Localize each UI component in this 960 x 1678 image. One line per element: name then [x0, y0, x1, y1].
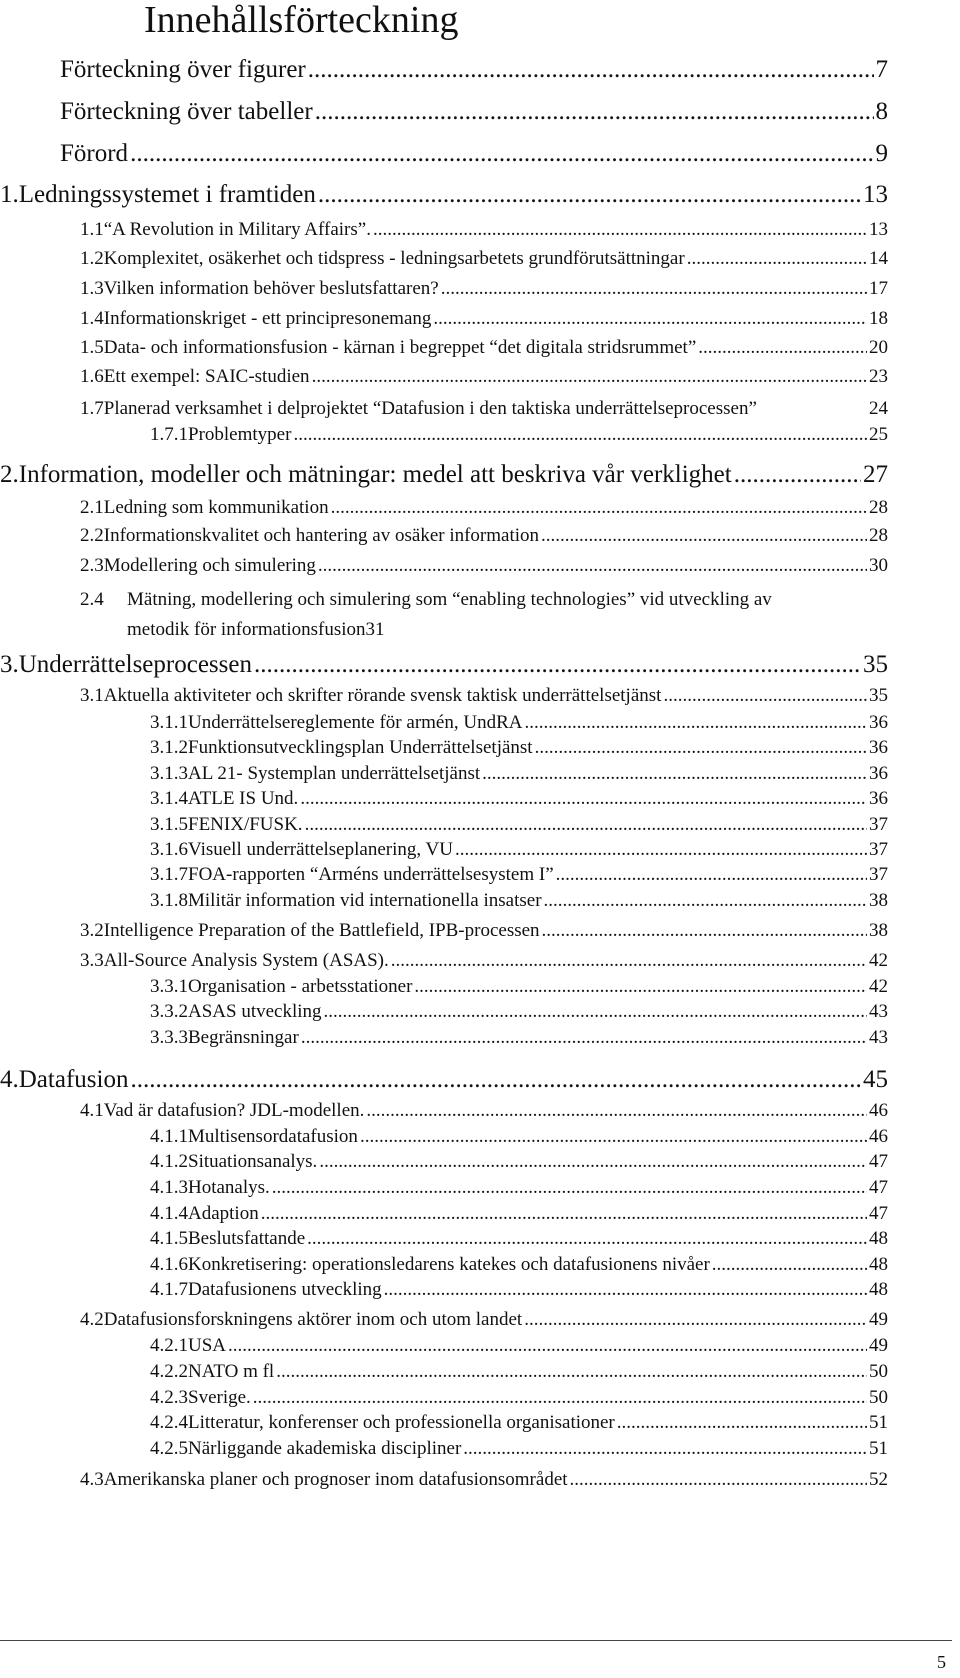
toc-entry-title: Adaption [188, 1203, 259, 1224]
toc-entry-number: 4.1.5 [150, 1228, 188, 1249]
toc-entry-title: AL 21- Systemplan underrättelsetjänst [188, 763, 481, 784]
toc-entry-number: 4.3 [80, 1469, 104, 1490]
toc-entry-number: 1.5 [80, 337, 104, 358]
toc-entry-title: Militär information vid internationella insatser [188, 890, 542, 911]
toc-entry-number: 4.2.5 [150, 1438, 188, 1459]
toc-entry-page: 46 [869, 1126, 888, 1147]
toc-entry-title: Problemtyper [188, 424, 292, 445]
dot-leader [712, 1254, 867, 1276]
toc-entry-title: Funktionsutvecklingsplan Underrättelsetjänst [188, 737, 533, 758]
toc-entry-title: ASAS utveckling [188, 1001, 322, 1022]
toc-entry-page: 23 [869, 366, 888, 387]
dot-leader [253, 1387, 867, 1409]
toc-entry-title: Visuell underrättelseplanering, VU [188, 839, 453, 860]
toc-entry-title: Ledningssystemet i framtiden [18, 181, 316, 208]
toc-entry-number: 3.3.3 [150, 1027, 188, 1048]
toc-entry-number: 2.4 [80, 589, 104, 610]
toc-entry-page: 25 [869, 424, 888, 445]
toc-entry-number: 1.3 [80, 278, 104, 299]
dot-leader [315, 98, 874, 126]
dot-leader [663, 685, 867, 707]
toc-entry-page: 14 [869, 248, 888, 269]
toc-entry-number: 4. [0, 1066, 19, 1093]
dot-leader [414, 976, 867, 998]
toc-entry-page: 20 [869, 337, 888, 358]
toc-entry-title: Beslutsfattande [188, 1228, 306, 1249]
toc-entry-page: 35 [863, 651, 888, 678]
dot-leader [734, 461, 861, 489]
toc-entry[interactable] [60, 140, 888, 170]
toc-entry-title-line-2: metodik för informationsfusion31 [127, 619, 385, 640]
toc-entry-page: 47 [869, 1203, 888, 1224]
toc-entry-title: Underrättelsereglemente för armén, UndRA [188, 712, 523, 733]
dot-leader [324, 1001, 867, 1023]
toc-entry-number: 4.1.1 [150, 1126, 188, 1147]
toc-entry-page: 24 [869, 398, 888, 419]
toc-entry-page: 42 [869, 976, 888, 997]
toc-entry-number: 4.2 [80, 1309, 104, 1330]
toc-entry-number: 3.1.6 [150, 839, 188, 860]
toc-entry[interactable] [80, 308, 888, 338]
toc-entry-number: 4.1.7 [150, 1279, 188, 1300]
toc-entry-title: Amerikanska planer och prognoser inom datafusionsområdet [103, 1469, 568, 1490]
toc-entry-page: 49 [869, 1309, 888, 1330]
toc-entry-number: 2.3 [80, 555, 104, 576]
dot-leader [261, 1203, 867, 1225]
toc-entry-page: 28 [869, 497, 888, 518]
toc-entry-number: 3.3.1 [150, 976, 188, 997]
toc-entry-title: FENIX/FUSK. [188, 814, 303, 835]
toc-entry-title: FOA-rapporten “Arméns underrättelsesystem I” [188, 864, 554, 885]
toc-entry-title: Hotanalys. [188, 1177, 270, 1198]
toc-entry[interactable] [150, 1279, 888, 1309]
dot-leader [276, 1361, 867, 1383]
toc-entry-page: 28 [869, 525, 888, 546]
toc-entry-title: USA [188, 1335, 227, 1356]
toc-entry-number: 3.1 [80, 685, 104, 706]
toc-entry-page: 43 [869, 1001, 888, 1022]
toc-entry-page: 50 [869, 1387, 888, 1408]
dot-leader [305, 814, 867, 836]
dot-leader [535, 737, 867, 759]
toc-entry-number: 1.6 [80, 366, 104, 387]
toc-entry-title: Närliggande akademiska discipliner [188, 1438, 462, 1459]
toc-entry-page: 37 [869, 864, 888, 885]
toc-entry-number: 3.1.3 [150, 763, 188, 784]
toc-entry-page: 38 [869, 920, 888, 941]
dot-leader [130, 1066, 861, 1094]
toc-entry-page: 47 [869, 1177, 888, 1198]
toc-entry-title: Data- och informationsfusion - kärnan i begreppet “det digitala stridsrummet” [103, 337, 697, 358]
toc-entry-number: 4.2.2 [150, 1361, 188, 1382]
dot-leader [331, 497, 867, 519]
toc-entry-number: 3.3 [80, 950, 104, 971]
toc-entry[interactable] [80, 685, 888, 715]
toc-entry-page: 36 [869, 737, 888, 758]
toc-entry-page: 52 [869, 1469, 888, 1490]
toc-entry-page: 51 [869, 1412, 888, 1433]
toc-entry-number: 4.1.2 [150, 1151, 188, 1172]
toc-entry[interactable] [80, 366, 888, 396]
footer-rule [0, 1640, 952, 1641]
toc-entry-number: 3.2 [80, 920, 104, 941]
toc-entry-title: Datafusionsforskningens aktörer inom och utom landet [103, 1309, 523, 1330]
toc-entry-number: 1.1 [80, 219, 104, 240]
toc-entry-title: ATLE IS Und. [188, 788, 299, 809]
dot-leader [687, 248, 867, 270]
toc-entry-page: 35 [869, 685, 888, 706]
toc-entry-title: Förord [60, 140, 129, 167]
toc-entry-page: 48 [869, 1254, 888, 1275]
toc-entry-page: 46 [869, 1100, 888, 1121]
toc-entry[interactable] [80, 219, 888, 249]
toc-entry-number: 3. [0, 651, 19, 678]
dot-leader [556, 864, 867, 886]
toc-entry-title: Planerad verksamhet i delprojektet “Datafusion i den taktiska underrättelseprocessen” [103, 398, 757, 419]
toc-entry-title: Ett exempel: SAIC-studien [103, 366, 310, 387]
toc-entry-title: Modellering och simulering [103, 555, 316, 576]
toc-entry-title: Organisation - arbetsstationer [188, 976, 413, 997]
toc-entry-page: 47 [869, 1151, 888, 1172]
dot-leader [360, 1126, 867, 1148]
toc-entry-page: 48 [869, 1228, 888, 1249]
dot-leader [318, 555, 867, 577]
dot-leader [307, 1228, 867, 1250]
dot-leader [617, 1412, 867, 1434]
toc-entry-title: Underrättelseprocessen [18, 651, 252, 678]
toc-entry-page: 7 [875, 56, 888, 83]
toc-entry-title-line-1: Mätning, modellering och simulering som “enabling technologies” vid utveckling av [127, 589, 772, 610]
dot-leader [254, 651, 861, 679]
toc-entry-number: 3.1.8 [150, 890, 188, 911]
dot-leader [319, 1151, 867, 1173]
dot-leader [441, 278, 867, 300]
toc-entry-title: Vad är datafusion? JDL-modellen. [103, 1100, 365, 1121]
dot-leader [373, 219, 867, 241]
toc-entry-number: 1.7 [80, 398, 104, 419]
dot-leader [542, 920, 867, 942]
toc-entry-title: Konkretisering: operationsledarens katekes och datafusionens nivåer [188, 1254, 710, 1275]
toc-entry-number: 3.1.7 [150, 864, 188, 885]
toc-entry[interactable] [150, 1027, 888, 1057]
dot-leader [293, 424, 867, 446]
toc-entry-number: 4.2.4 [150, 1412, 188, 1433]
toc-entry-page: 30 [869, 555, 888, 576]
toc-entry-title: Begränsningar [188, 1027, 299, 1048]
dot-leader [366, 1100, 867, 1122]
toc-entry-title: Multisensordatafusion [188, 1126, 358, 1147]
toc-entry[interactable] [80, 248, 888, 278]
dot-leader [391, 950, 867, 972]
dot-leader [570, 1469, 867, 1491]
toc-entry-title: Informationskriget - ett principresonemang [103, 308, 432, 329]
toc-entry-number: 2.1 [80, 497, 104, 518]
toc-entry-number: 1.7.1 [150, 424, 188, 445]
dot-leader [130, 140, 873, 168]
toc-entry-page: 38 [869, 890, 888, 911]
dot-leader [463, 1438, 867, 1460]
toc-entry-page: 49 [869, 1335, 888, 1356]
toc-entry[interactable] [150, 424, 888, 454]
toc-entry-number: 4.2.3 [150, 1387, 188, 1408]
page-number: 5 [937, 1652, 946, 1672]
toc-entry-page: 37 [869, 839, 888, 860]
toc-entry[interactable] [60, 98, 888, 128]
toc-entry-title: Ledning som kommunikation [103, 497, 329, 518]
toc-entry-number: 3.1.5 [150, 814, 188, 835]
toc-entry-title: Datafusionens utveckling [188, 1279, 382, 1300]
toc-entry-page: 17 [869, 278, 888, 299]
toc-entry-page: 9 [875, 140, 888, 167]
toc-entry-page: 51 [869, 1438, 888, 1459]
toc-entry-number: 1.4 [80, 308, 104, 329]
toc-entry-page: 37 [869, 814, 888, 835]
toc-entry-number: 3.1.4 [150, 788, 188, 809]
toc-entry-page: 45 [863, 1066, 888, 1093]
toc-entry-page: 36 [869, 763, 888, 784]
toc-entry-title: Förteckning över tabeller [60, 98, 313, 125]
toc-entry-number: 1. [0, 181, 19, 208]
toc-entry-number: 4.1 [80, 1100, 104, 1121]
toc-entry-number: 3.1.2 [150, 737, 188, 758]
toc-entry-number: 2.2 [80, 525, 104, 546]
toc-entry-page: 48 [869, 1279, 888, 1300]
toc-entry-page: 36 [869, 788, 888, 809]
toc-entry-page: 13 [863, 181, 888, 208]
dot-leader [312, 366, 867, 388]
dot-leader [308, 56, 874, 84]
toc-entry-number: 4.1.3 [150, 1177, 188, 1198]
toc-entry-title: Sverige. [188, 1387, 251, 1408]
toc-entry[interactable] [80, 555, 888, 585]
toc-entry[interactable] [150, 1438, 888, 1468]
toc-entry-title: Intelligence Preparation of the Battlefield, IPB-processen [103, 920, 540, 941]
toc-entry-number: 3.3.2 [150, 1001, 188, 1022]
toc-entry[interactable] [80, 497, 888, 527]
toc-entry-title: Aktuella aktiviteter och skrifter rörande svensk taktisk underrättelsetjänst [103, 685, 662, 706]
toc-entry[interactable] [0, 181, 888, 211]
toc-entry-title: Informationskvalitet och hantering av osäker information [103, 525, 540, 546]
toc-entry[interactable] [150, 890, 888, 920]
dot-leader [482, 763, 867, 785]
toc-entry-title: “A Revolution in Military Affairs”. [103, 219, 371, 240]
toc-entry-page: 8 [875, 98, 888, 125]
toc-entry-title: Situationsanalys. [188, 1151, 318, 1172]
toc-entry-title: Förteckning över figurer [60, 56, 306, 83]
toc-entry[interactable] [80, 1469, 888, 1499]
toc-entry[interactable] [80, 337, 888, 367]
dot-leader [272, 1177, 867, 1199]
dot-leader [301, 1027, 867, 1049]
toc-entry[interactable] [0, 1066, 888, 1096]
toc-entry-page: 13 [869, 219, 888, 240]
dot-leader [455, 839, 867, 861]
dot-leader [698, 337, 867, 359]
toc-entry-page: 50 [869, 1361, 888, 1382]
dot-leader [524, 712, 867, 734]
toc-entry[interactable] [80, 525, 888, 555]
toc-entry[interactable] [80, 920, 888, 950]
page-title: Innehållsförteckning [144, 0, 459, 41]
dot-leader [544, 890, 867, 912]
toc-entry[interactable] [0, 651, 888, 681]
toc-entry-title: Komplexitet, osäkerhet och tidspress - ledningsarbetets grundförutsättningar [103, 248, 685, 269]
toc-entry-number: 4.1.6 [150, 1254, 188, 1275]
toc-entry-title: Litteratur, konferenser och professionella organisationer [188, 1412, 615, 1433]
toc-entry[interactable] [60, 56, 888, 86]
dot-leader [541, 525, 867, 547]
toc-entry-title: All-Source Analysis System (ASAS). [103, 950, 389, 971]
toc-entry-number: 4.1.4 [150, 1203, 188, 1224]
toc-entry-title: Information, modeller och mätningar: medel att beskriva vår verklighet [18, 461, 732, 488]
dot-leader [524, 1309, 867, 1331]
toc-entry-page: 18 [869, 308, 888, 329]
toc-entry-number: 3.1.1 [150, 712, 188, 733]
dot-leader [433, 308, 867, 330]
toc-entry-number: 4.2.1 [150, 1335, 188, 1356]
toc-entry[interactable] [80, 278, 888, 308]
toc-entry-title: NATO m fl [188, 1361, 275, 1382]
dot-leader [300, 788, 867, 810]
toc-entry[interactable] [0, 461, 888, 491]
toc-entry-title: Datafusion [18, 1066, 129, 1093]
toc-entry-page: 43 [869, 1027, 888, 1048]
dot-leader [318, 181, 861, 209]
dot-leader [384, 1279, 867, 1301]
dot-leader [228, 1335, 867, 1357]
toc-entry-page: 42 [869, 950, 888, 971]
toc-entry-page: 27 [863, 461, 888, 488]
toc-entry-page: 36 [869, 712, 888, 733]
toc-entry-title: Vilken information behöver beslutsfattaren? [103, 278, 439, 299]
toc-entry-number: 2. [0, 461, 19, 488]
toc-entry-number: 1.2 [80, 248, 104, 269]
